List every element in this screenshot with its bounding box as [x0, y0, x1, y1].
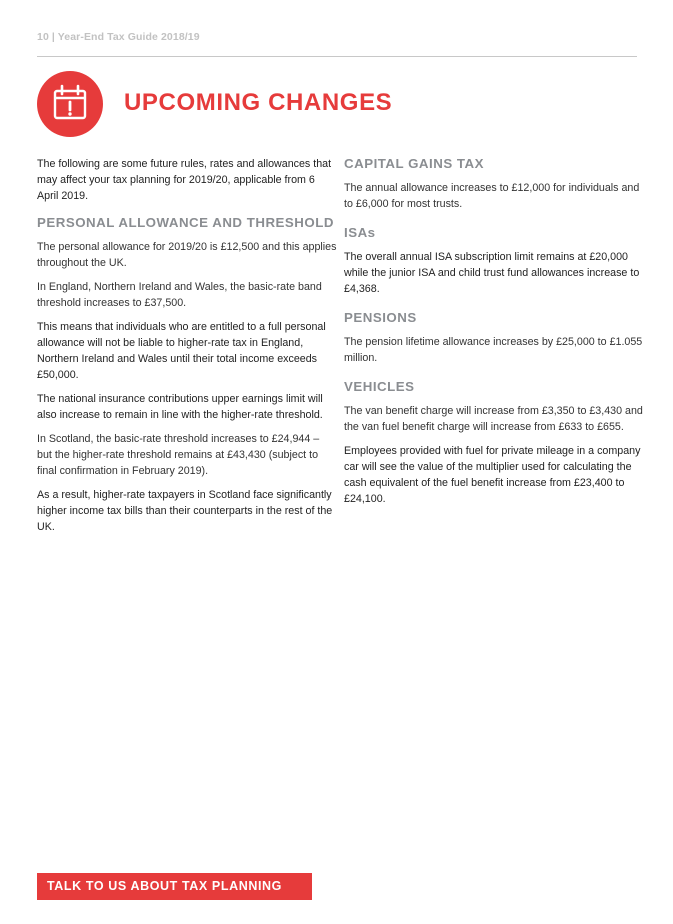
paragraph: The van benefit charge will increase from £3,350 to £3,430 and the van fuel benefit charge will increase from £633 to £655.	[344, 405, 643, 433]
paragraph: The pension lifetime allowance increases by £25,000 to £1.055 million.	[344, 336, 643, 364]
paragraph: In Scotland, the basic-rate threshold increases to £24,944 – but the higher-rate threshold remains at £43,430 (subject to final confirmation in February 2019).	[37, 433, 320, 477]
page-title: UPCOMING CHANGES	[124, 89, 393, 116]
paragraph: Employees provided with fuel for private mileage in a company car will see the value of the multiplier used for calculating the cash equivalent of the fuel benefit increase from £23,400 to £24,100.	[344, 445, 641, 505]
talk-to-us-button[interactable]: TALK TO US ABOUT TAX PLANNING	[37, 873, 312, 900]
intro-paragraph: The following are some future rules, rates and allowances that may affect your tax planning for 2019/20, applicable from 6 April 2019.	[37, 158, 332, 202]
paragraph: As a result, higher-rate taxpayers in Scotland face significantly higher income tax bills than their counterparts in the rest of the UK.	[37, 489, 333, 533]
section-heading-capital-gains-tax: CAPITAL GAINS TAX	[344, 156, 484, 171]
paragraph: In England, Northern Ireland and Wales, the basic-rate band threshold increases to £37,500.	[37, 281, 322, 309]
section-heading-pensions: PENSIONS	[344, 310, 417, 325]
paragraph: The annual allowance increases to £12,000 for individuals and to £6,000 for most trusts.	[344, 182, 640, 210]
section-heading-isas: ISAs	[344, 225, 376, 240]
right-column	[344, 155, 644, 515]
section-heading-vehicles: VEHICLES	[344, 379, 415, 394]
section-heading-personal-allowance: PERSONAL ALLOWANCE AND THRESHOLD	[37, 215, 334, 230]
paragraph: The national insurance contributions upper earnings limit will also increase to remain in line with the higher-rate threshold.	[37, 393, 323, 421]
header-divider	[37, 56, 637, 57]
paragraph: This means that individuals who are entitled to a full personal allowance will not be liable to higher-rate tax in England, Northern Ireland and Wales until their total income exceeds £50,000.	[37, 321, 326, 381]
paragraph: The personal allowance for 2019/20 is £12,500 and this applies throughout the UK.	[37, 241, 337, 269]
left-column	[37, 156, 337, 543]
running-header: 10 | Year-End Tax Guide 2018/19	[37, 31, 200, 43]
paragraph: The overall annual ISA subscription limit remains at £20,000 while the junior ISA and child trust fund allowances increase to £4,368.	[344, 251, 640, 295]
calendar-alert-icon	[37, 71, 103, 137]
